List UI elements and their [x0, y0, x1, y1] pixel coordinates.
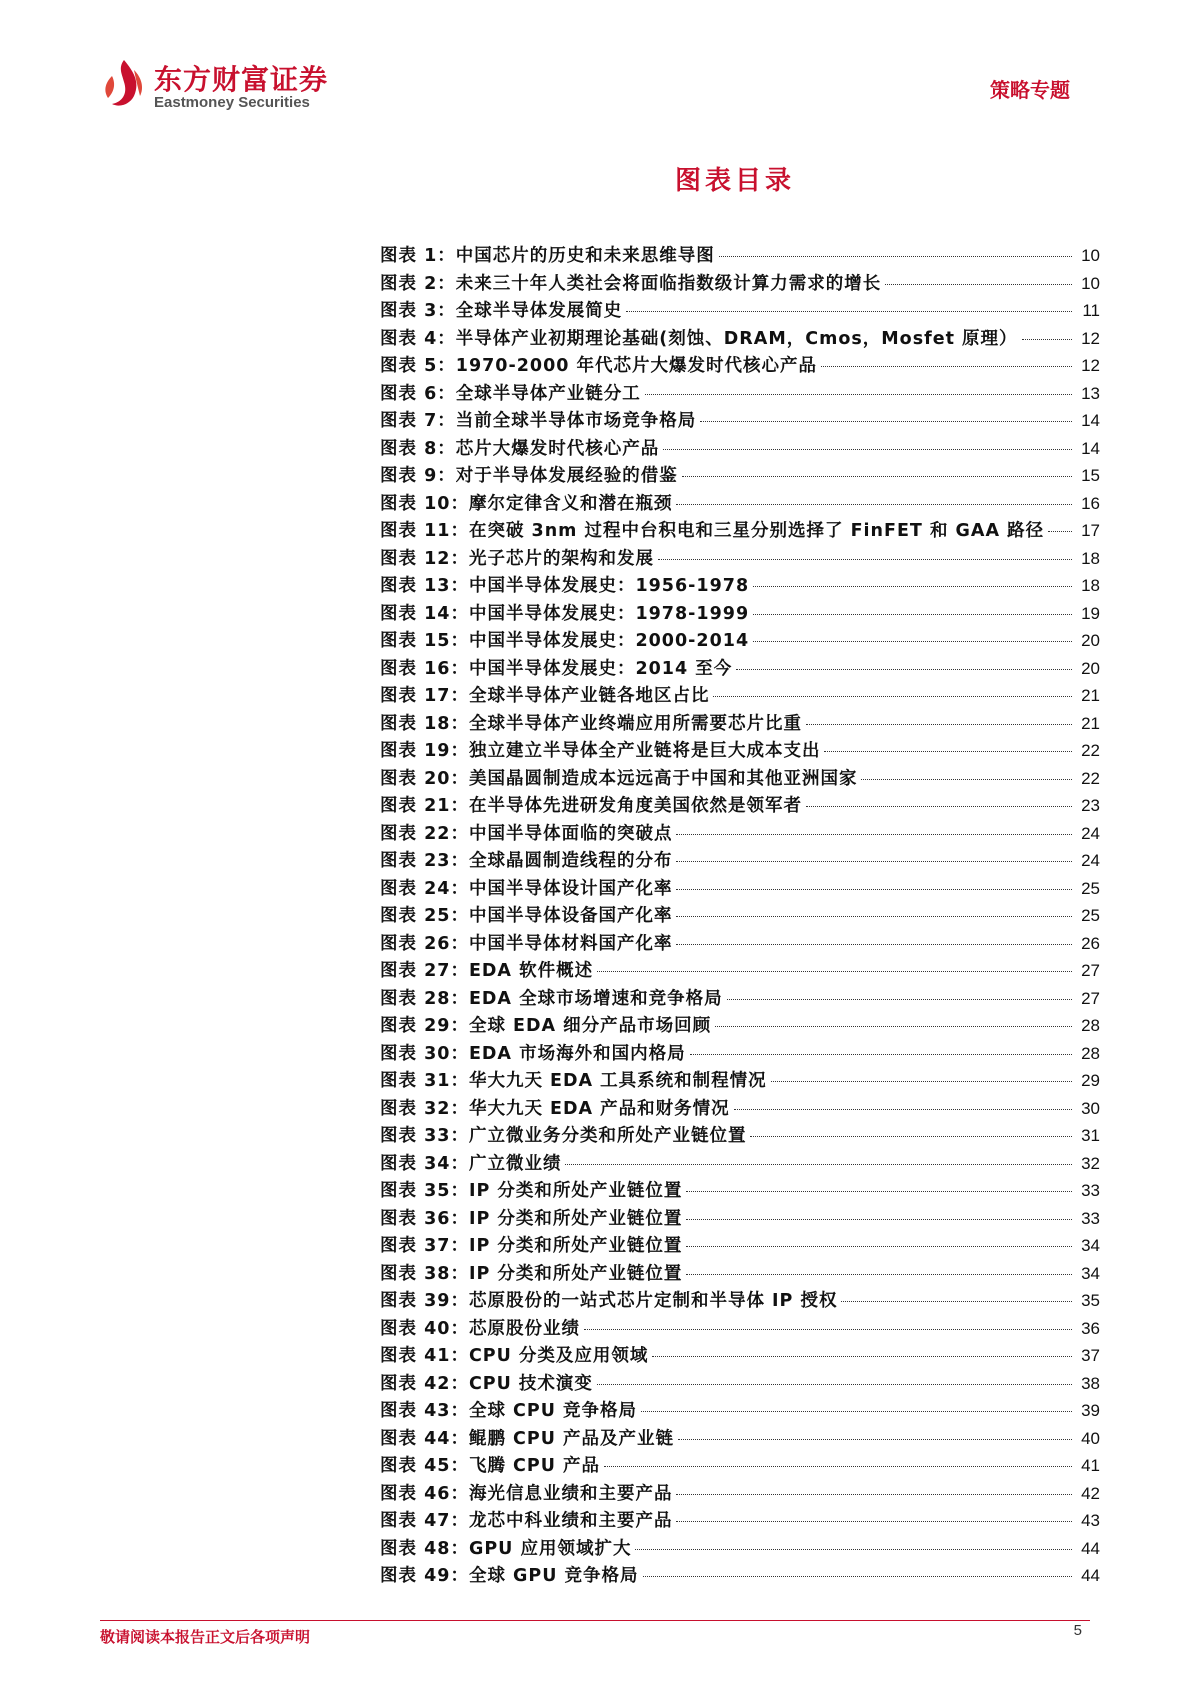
logo-chinese-name: 东方财富证券 [154, 63, 329, 96]
toc-leader-dots [584, 1329, 1072, 1330]
toc-entry-page: 14 [1081, 411, 1100, 430]
toc-leader-dots [678, 1439, 1072, 1440]
toc-entry[interactable] [380, 957, 1100, 985]
toc-leader-dots [604, 1466, 1072, 1467]
toc-entry-page: 41 [1081, 1456, 1100, 1475]
toc-entry-title: IP 分类和所处产业链位置 [468, 1181, 683, 1201]
toc-leader-dots [676, 834, 1072, 835]
toc-entry[interactable] [380, 1205, 1100, 1233]
toc-leader-dots [676, 916, 1072, 917]
toc-entry-label: 图表 30： [380, 1043, 469, 1064]
toc-entry-page: 19 [1081, 603, 1100, 623]
report-type-label: 策略专题 [990, 78, 1070, 102]
toc-entry[interactable] [380, 1287, 1100, 1315]
toc-entry[interactable] [380, 600, 1100, 628]
toc-leader-dots [645, 394, 1072, 395]
toc-entry[interactable] [380, 792, 1100, 820]
toc-entry[interactable] [380, 270, 1100, 298]
toc-entry-title: 中国半导体发展史：2000-2014 [468, 631, 750, 651]
toc-entry-page: 22 [1081, 741, 1100, 760]
toc-entry-title: EDA 全球市场增速和竞争格局 [468, 988, 723, 1009]
toc-entry-label: 图表 47： [380, 1511, 469, 1531]
toc-entry[interactable] [380, 572, 1100, 600]
toc-leader-dots [682, 476, 1072, 477]
toc-entry-page: 10 [1081, 273, 1100, 293]
toc-entry[interactable] [380, 1507, 1100, 1535]
toc-entry-label: 图表 41： [380, 1346, 469, 1366]
toc-entry-label: 图表 8： [380, 438, 456, 459]
toc-entry-page: 25 [1081, 878, 1100, 898]
footer-divider [100, 1620, 1090, 1621]
toc-entry[interactable] [380, 985, 1100, 1013]
toc-entry-page: 34 [1081, 1263, 1100, 1283]
toc-entry-label: 图表 17： [380, 686, 469, 706]
toc-entry-title: 龙芯中科业绩和主要产品 [468, 1511, 673, 1531]
toc-entry[interactable] [380, 1177, 1100, 1205]
toc-entry-label: 图表 3： [380, 301, 456, 321]
toc-entry-label: 图表 43： [380, 1401, 469, 1421]
toc-entry-title: 全球半导体发展简史 [455, 301, 623, 321]
flame-logo-icon [100, 58, 148, 110]
toc-entry-label: 图表 31： [380, 1071, 469, 1091]
toc-entry-title: 中国半导体发展史：1978-1999 [468, 603, 750, 624]
toc-entry-label: 图表 38： [380, 1263, 469, 1284]
toc-entry-label: 图表 35： [380, 1181, 469, 1201]
toc-entry-page: 33 [1081, 1208, 1100, 1228]
toc-leader-dots [686, 1246, 1072, 1247]
toc-entry[interactable] [380, 1122, 1100, 1150]
toc-leader-dots [597, 971, 1072, 972]
toc-entry-title: 中国芯片的历史和未来思维导图 [455, 246, 715, 266]
toc-leader-dots [806, 806, 1072, 807]
toc-entry-page: 10 [1081, 246, 1100, 265]
toc-leader-dots [771, 1081, 1072, 1082]
toc-entry-label: 图表 39： [380, 1291, 469, 1311]
toc-entry-page: 30 [1081, 1098, 1100, 1118]
toc-entry-label: 图表 20： [380, 768, 469, 789]
toc-entry-title: 芯片大爆发时代核心产品 [455, 438, 660, 459]
toc-entry-page: 26 [1081, 933, 1100, 953]
toc-leader-dots [686, 1219, 1072, 1220]
toc-entry-page: 17 [1081, 521, 1100, 540]
toc-entry-page: 12 [1081, 356, 1100, 375]
toc-entry-label: 图表 11： [380, 521, 469, 541]
toc-entry[interactable] [380, 490, 1100, 518]
toc-entry[interactable] [380, 407, 1100, 435]
toc-leader-dots [806, 724, 1072, 725]
toc-leader-dots [676, 889, 1072, 890]
toc-entry-label: 图表 36： [380, 1208, 469, 1229]
toc-entry-page: 24 [1081, 851, 1100, 870]
toc-entry-page: 18 [1081, 576, 1100, 595]
toc-leader-dots [565, 1164, 1072, 1165]
toc-leader-dots [753, 586, 1072, 587]
toc-entry-title: 未来三十年人类社会将面临指数级计算力需求的增长 [455, 273, 882, 294]
toc-entry-title: 中国半导体设计国产化率 [468, 878, 673, 899]
toc-leader-dots [841, 1301, 1072, 1302]
toc-entry-label: 图表 49： [380, 1566, 469, 1586]
toc-leader-dots [1022, 339, 1072, 340]
toc-entry-page: 27 [1081, 988, 1100, 1008]
toc-entry-page: 25 [1081, 906, 1100, 925]
toc-entry-label: 图表 46： [380, 1483, 469, 1504]
table-of-figures [380, 242, 1100, 1590]
toc-leader-dots [641, 1411, 1072, 1412]
toc-entry-label: 图表 25： [380, 906, 469, 926]
toc-entry-title: IP 分类和所处产业链位置 [468, 1208, 683, 1229]
toc-entry-label: 图表 6： [380, 383, 456, 404]
toc-entry[interactable] [380, 517, 1100, 545]
toc-entry-page: 14 [1081, 438, 1100, 458]
toc-entry-label: 图表 19： [380, 741, 469, 761]
toc-entry-title: 全球半导体产业链分工 [455, 383, 641, 404]
toc-entry-page: 44 [1081, 1566, 1100, 1585]
toc-leader-dots [700, 421, 1072, 422]
toc-entry-label: 图表 13： [380, 576, 469, 596]
toc-entry-title: 在半导体先进研发角度美国依然是领军者 [468, 796, 802, 816]
toc-entry-page: 34 [1081, 1236, 1100, 1255]
toc-entry-title: GPU 应用领域扩大 [468, 1538, 632, 1559]
toc-entry-label: 图表 21： [380, 796, 469, 816]
logo-english-name: Eastmoney Securities [154, 94, 310, 111]
toc-entry-page: 33 [1081, 1181, 1100, 1200]
toc-entry-title: 广立微业绩 [468, 1153, 562, 1174]
toc-leader-dots [676, 861, 1072, 862]
toc-entry-title: 中国半导体面临的突破点 [468, 823, 673, 844]
toc-entry-label: 图表 7： [380, 411, 456, 431]
toc-entry[interactable] [380, 820, 1100, 848]
toc-entry[interactable] [380, 545, 1100, 573]
toc-entry-title: 光子芯片的架构和发展 [468, 548, 654, 569]
toc-entry[interactable] [380, 1397, 1100, 1425]
toc-entry[interactable] [380, 1370, 1100, 1398]
toc-entry-title: 广立微业务分类和所处产业链位置 [468, 1126, 747, 1146]
toc-leader-dots [734, 1109, 1072, 1110]
toc-entry-title: 全球半导体产业终端应用所需要芯片比重 [468, 713, 802, 734]
toc-entry-page: 39 [1081, 1401, 1100, 1420]
toc-entry-title: 1970-2000 年代芯片大爆发时代核心产品 [455, 356, 818, 376]
toc-entry-label: 图表 23： [380, 851, 469, 871]
toc-leader-dots [635, 1549, 1072, 1550]
toc-entry-title: EDA 市场海外和国内格局 [468, 1043, 686, 1064]
toc-entry[interactable] [380, 1425, 1100, 1453]
toc-entry-label: 图表 34： [380, 1153, 469, 1174]
toc-entry[interactable] [380, 1040, 1100, 1068]
toc-entry-page: 24 [1081, 823, 1100, 843]
company-logo [100, 58, 340, 114]
toc-entry-label: 图表 27： [380, 961, 469, 981]
toc-entry[interactable] [380, 297, 1100, 325]
toc-entry[interactable] [380, 930, 1100, 958]
toc-title: 图表目录 [674, 166, 795, 196]
toc-entry-title: 全球 GPU 竞争格局 [468, 1566, 639, 1586]
footer-disclaimer: 敬请阅读本报告正文后各项声明 [100, 1628, 311, 1646]
toc-entry-title: EDA 软件概述 [468, 961, 594, 981]
toc-leader-dots [597, 1384, 1072, 1385]
toc-entry-title: 中国半导体发展史：1956-1978 [468, 576, 750, 596]
toc-entry-label: 图表 40： [380, 1318, 469, 1339]
toc-leader-dots [821, 366, 1072, 367]
toc-entry[interactable] [380, 1260, 1100, 1288]
toc-entry-label: 图表 28： [380, 988, 469, 1009]
toc-leader-dots [713, 696, 1072, 697]
toc-entry-page: 31 [1081, 1126, 1100, 1145]
toc-entry-title: 摩尔定律含义和潜在瓶颈 [468, 493, 673, 514]
toc-entry[interactable] [380, 1232, 1100, 1260]
toc-leader-dots [658, 559, 1072, 560]
toc-entry[interactable] [380, 737, 1100, 765]
toc-entry-label: 图表 37： [380, 1236, 469, 1256]
toc-entry-title: 飞腾 CPU 产品 [468, 1456, 601, 1476]
toc-entry-page: 15 [1081, 466, 1100, 485]
toc-entry-title: 全球晶圆制造线程的分布 [468, 851, 673, 871]
toc-entry-title: CPU 技术演变 [468, 1373, 593, 1394]
toc-entry-page: 12 [1081, 328, 1100, 348]
toc-entry-label: 图表 29： [380, 1016, 469, 1036]
toc-entry[interactable] [380, 627, 1100, 655]
toc-entry-title: 海光信息业绩和主要产品 [468, 1483, 673, 1504]
toc-leader-dots [686, 1274, 1072, 1275]
toc-leader-dots [626, 311, 1072, 312]
toc-leader-dots [676, 944, 1072, 945]
toc-entry-label: 图表 9： [380, 466, 456, 486]
toc-entry[interactable] [380, 1452, 1100, 1480]
toc-entry-title: 半导体产业初期理论基础(刻蚀、DRAM，Cmos，Mosfet 原理） [455, 328, 1018, 349]
toc-entry-label: 图表 42： [380, 1373, 469, 1394]
toc-entry[interactable] [380, 1535, 1100, 1563]
toc-entry-page: 22 [1081, 768, 1100, 788]
toc-leader-dots [753, 614, 1072, 615]
toc-entry-page: 44 [1081, 1538, 1100, 1558]
toc-entry-title: 芯原股份业绩 [468, 1318, 580, 1339]
toc-leader-dots [676, 504, 1072, 505]
toc-entry-page: 28 [1081, 1043, 1100, 1063]
toc-leader-dots [736, 669, 1072, 670]
toc-entry-label: 图表 15： [380, 631, 469, 651]
toc-entry-title: CPU 分类及应用领域 [468, 1346, 649, 1366]
toc-entry-label: 图表 22： [380, 823, 469, 844]
toc-entry-page: 27 [1081, 961, 1100, 980]
toc-entry-page: 29 [1081, 1071, 1100, 1090]
toc-entry-page: 21 [1081, 686, 1100, 705]
page-number: 5 [1073, 1622, 1082, 1639]
toc-entry[interactable] [380, 847, 1100, 875]
toc-entry-page: 36 [1081, 1318, 1100, 1338]
toc-entry-label: 图表 2： [380, 273, 456, 294]
toc-entry[interactable] [380, 1562, 1100, 1590]
toc-leader-dots [727, 999, 1072, 1000]
toc-entry[interactable] [380, 902, 1100, 930]
toc-entry-label: 图表 24： [380, 878, 469, 899]
toc-entry-title: 鲲鹏 CPU 产品及产业链 [468, 1428, 675, 1449]
toc-leader-dots [753, 641, 1072, 642]
toc-entry-title: 对于半导体发展经验的借鉴 [455, 466, 678, 486]
toc-entry[interactable] [380, 462, 1100, 490]
toc-entry-page: 32 [1081, 1153, 1100, 1173]
toc-leader-dots [715, 1026, 1072, 1027]
toc-leader-dots [750, 1136, 1072, 1137]
toc-entry-title: 华大九天 EDA 产品和财务情况 [468, 1098, 730, 1119]
toc-leader-dots [663, 449, 1072, 450]
toc-entry-page: 28 [1081, 1016, 1100, 1035]
toc-entry-label: 图表 14： [380, 603, 469, 624]
toc-entry-title: 当前全球半导体市场竞争格局 [455, 411, 697, 431]
toc-entry[interactable] [380, 1150, 1100, 1178]
toc-entry-label: 图表 18： [380, 713, 469, 734]
toc-leader-dots [676, 1494, 1072, 1495]
toc-entry[interactable] [380, 1480, 1100, 1508]
toc-entry-label: 图表 12： [380, 548, 469, 569]
toc-entry-page: 16 [1081, 493, 1100, 513]
toc-entry-title: IP 分类和所处产业链位置 [468, 1236, 683, 1256]
toc-entry-label: 图表 48： [380, 1538, 469, 1559]
toc-leader-dots [686, 1191, 1072, 1192]
toc-entry[interactable] [380, 682, 1100, 710]
toc-entry[interactable] [380, 1012, 1100, 1040]
toc-entry[interactable] [380, 1095, 1100, 1123]
toc-entry[interactable] [380, 352, 1100, 380]
toc-leader-dots [824, 751, 1072, 752]
toc-entry[interactable] [380, 710, 1100, 738]
toc-entry-page: 18 [1081, 548, 1100, 568]
toc-entry-page: 40 [1081, 1428, 1100, 1448]
toc-entry-title: 中国半导体发展史：2014 至今 [468, 658, 733, 679]
toc-entry[interactable] [380, 765, 1100, 793]
toc-entry-label: 图表 5： [380, 356, 456, 376]
toc-entry-title: 全球 CPU 竞争格局 [468, 1401, 638, 1421]
toc-entry-page: 11 [1082, 301, 1100, 320]
toc-entry-page: 21 [1081, 713, 1100, 733]
toc-entry-title: 中国半导体材料国产化率 [468, 933, 673, 954]
toc-leader-dots [643, 1576, 1072, 1577]
toc-entry[interactable] [380, 1315, 1100, 1343]
toc-entry-label: 图表 45： [380, 1456, 469, 1476]
toc-entry-label: 图表 16： [380, 658, 469, 679]
toc-entry-page: 42 [1081, 1483, 1100, 1503]
toc-entry-title: IP 分类和所处产业链位置 [468, 1263, 683, 1284]
toc-entry[interactable] [380, 1342, 1100, 1370]
toc-entry[interactable] [380, 325, 1100, 353]
toc-entry-title: 独立建立半导体全产业链将是巨大成本支出 [468, 741, 821, 761]
toc-leader-dots [652, 1356, 1072, 1357]
toc-entry-label: 图表 1： [380, 246, 456, 266]
toc-entry-page: 20 [1081, 631, 1100, 650]
toc-entry-title: 芯原股份的一站式芯片定制和半导体 IP 授权 [468, 1291, 838, 1311]
toc-leader-dots [690, 1054, 1072, 1055]
toc-entry-label: 图表 32： [380, 1098, 469, 1119]
toc-entry-label: 图表 26： [380, 933, 469, 954]
toc-entry-label: 图表 33： [380, 1126, 469, 1146]
toc-entry[interactable] [380, 1067, 1100, 1095]
toc-entry-title: 在突破 3nm 过程中台积电和三星分别选择了 FinFET 和 GAA 路径 [468, 521, 1045, 541]
toc-entry[interactable] [380, 435, 1100, 463]
toc-entry-title: 全球半导体产业链各地区占比 [468, 686, 710, 706]
toc-entry-page: 13 [1081, 383, 1100, 403]
toc-entry-page: 43 [1081, 1511, 1100, 1530]
toc-leader-dots [719, 256, 1072, 257]
toc-entry-label: 图表 44： [380, 1428, 469, 1449]
toc-leader-dots [676, 1521, 1072, 1522]
toc-entry[interactable] [380, 242, 1100, 270]
toc-entry-page: 23 [1081, 796, 1100, 815]
toc-entry-page: 37 [1081, 1346, 1100, 1365]
toc-entry-page: 38 [1081, 1373, 1100, 1393]
toc-entry-title: 全球 EDA 细分产品市场回顾 [468, 1016, 712, 1036]
toc-entry[interactable] [380, 380, 1100, 408]
toc-entry[interactable] [380, 655, 1100, 683]
toc-leader-dots [885, 284, 1072, 285]
toc-leader-dots [1048, 531, 1072, 532]
toc-entry-page: 35 [1081, 1291, 1100, 1310]
toc-entry-label: 图表 4： [380, 328, 456, 349]
toc-entry-title: 华大九天 EDA 工具系统和制程情况 [468, 1071, 767, 1091]
toc-leader-dots [861, 779, 1072, 780]
toc-entry-page: 20 [1081, 658, 1100, 678]
toc-entry[interactable] [380, 875, 1100, 903]
toc-entry-label: 图表 10： [380, 493, 469, 514]
toc-entry-title: 美国晶圆制造成本远远高于中国和其他亚洲国家 [468, 768, 858, 789]
toc-entry-title: 中国半导体设备国产化率 [468, 906, 673, 926]
